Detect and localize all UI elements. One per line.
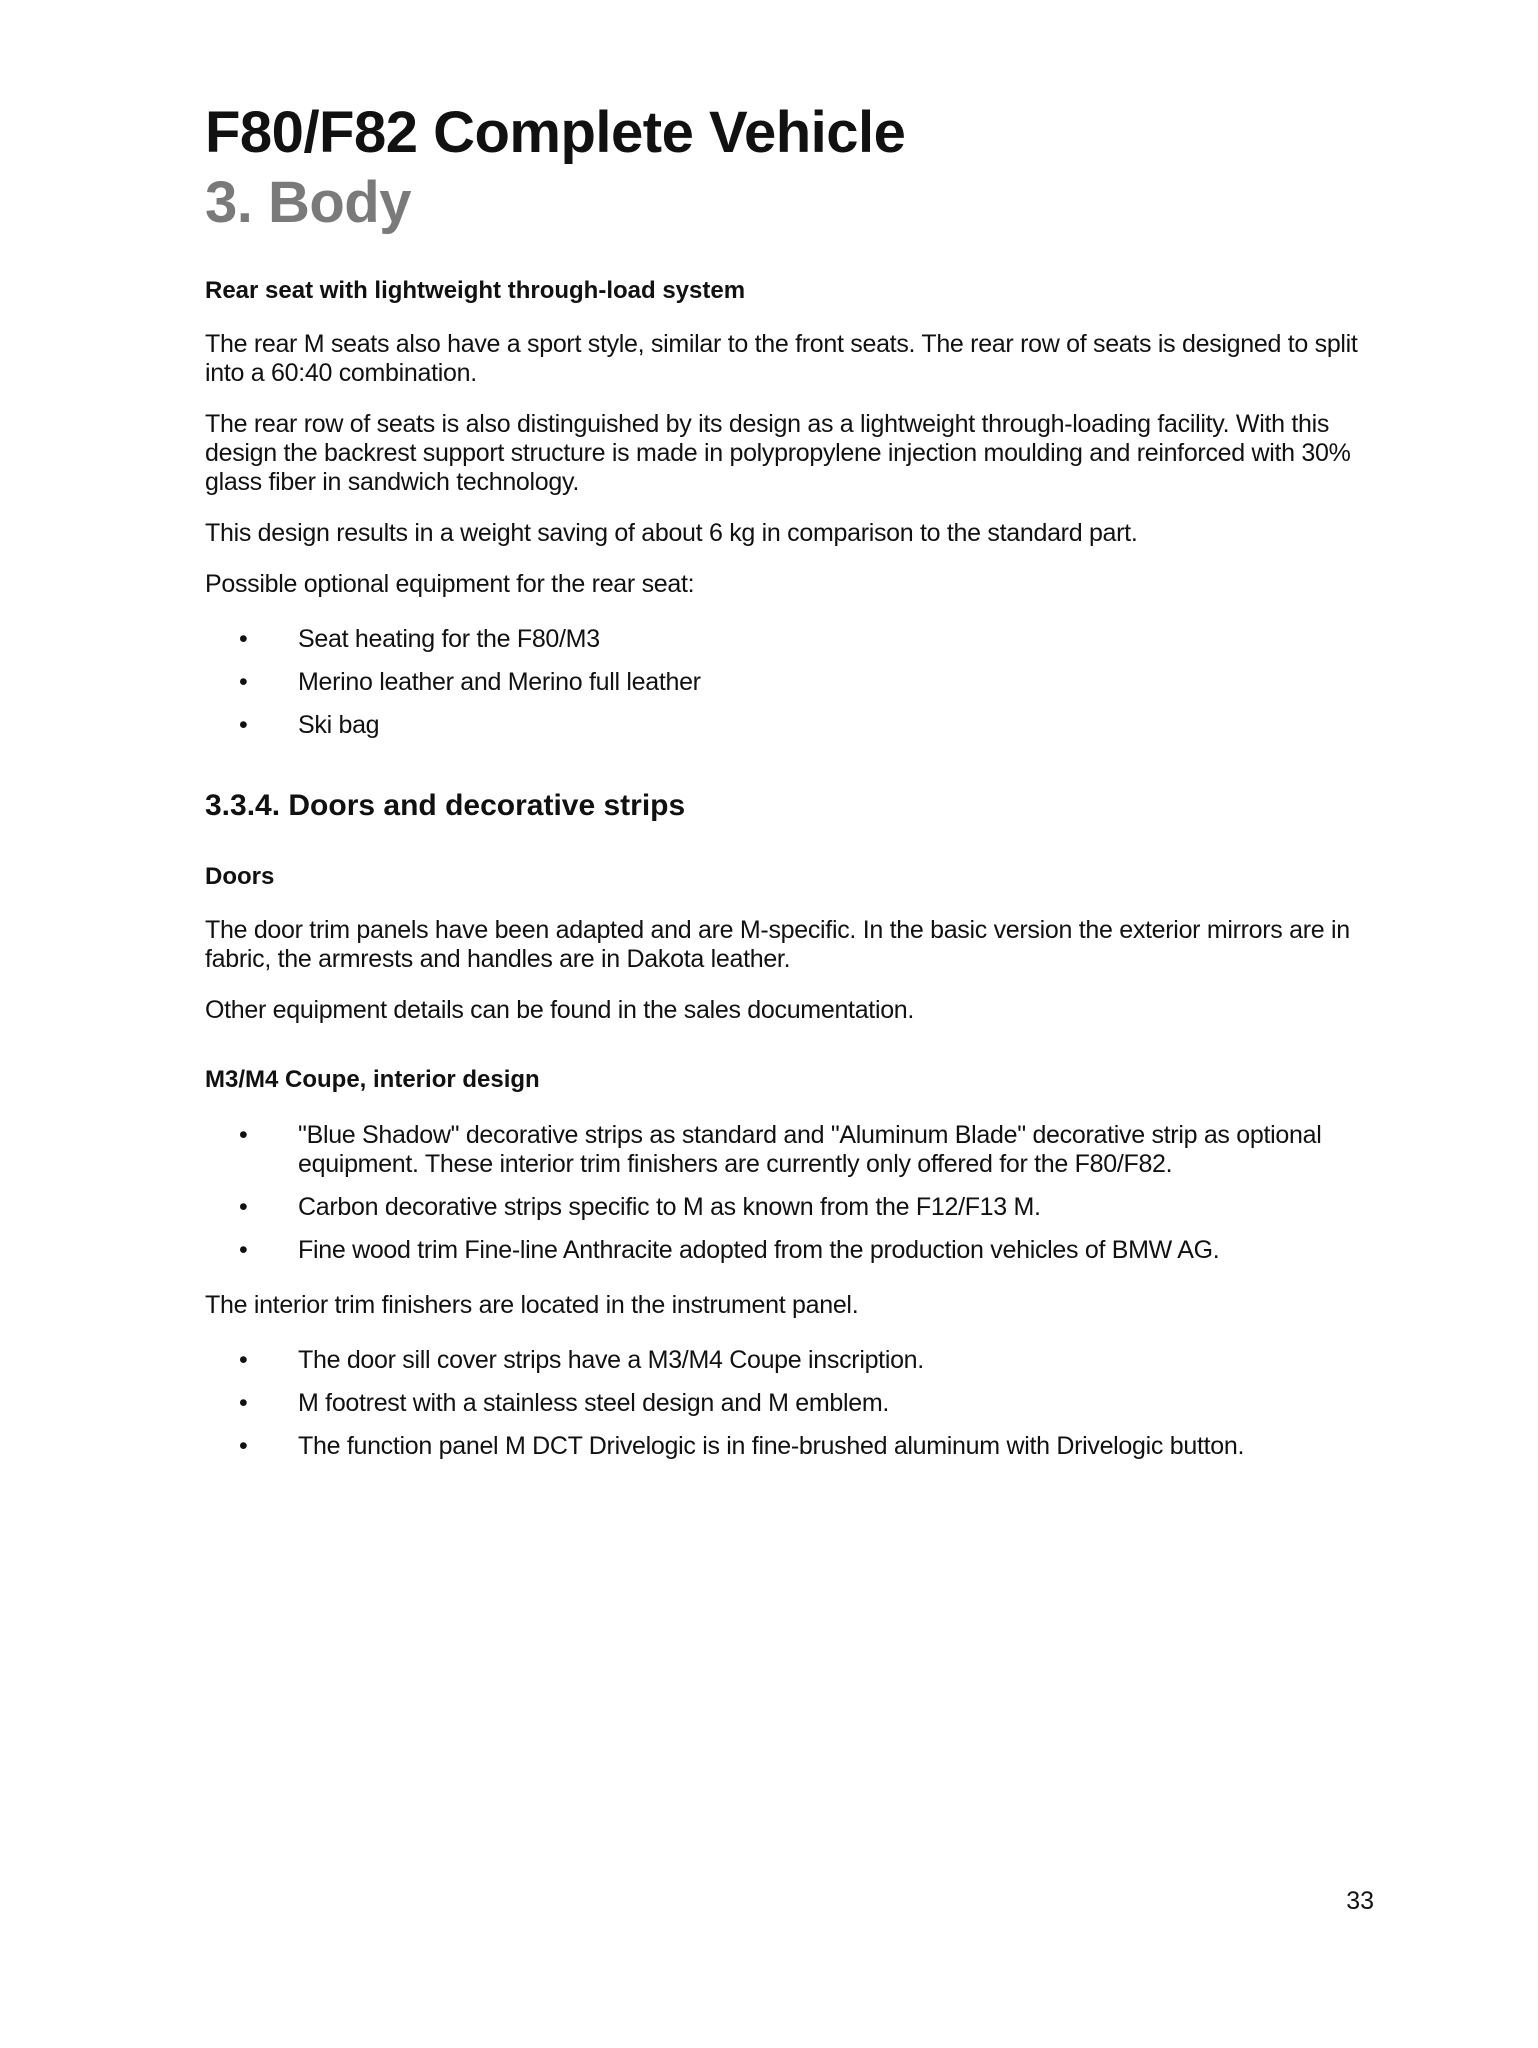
bullet-icon: • xyxy=(239,1432,248,1460)
list-item xyxy=(205,1121,1385,1179)
list-item-text: The door sill cover strips have a M3/M4 Coupe inscription. xyxy=(298,1346,924,1374)
list-item xyxy=(205,1236,1385,1265)
doors-paragraph-1: The door trim panels have been adapted and are M-specific. In the basic version the exterior mirrors are in fabric, the armrests and handles are in Dakota leather. xyxy=(205,916,1350,973)
chapter-title: 3. Body xyxy=(205,170,411,235)
list-item xyxy=(205,1193,1385,1222)
page-number: 33 xyxy=(1346,1887,1374,1915)
rear-seat-paragraph-3: This design results in a weight saving of about 6 kg in comparison to the standard part. xyxy=(205,519,1138,547)
bullet-icon: • xyxy=(239,1389,248,1417)
bullet-icon: • xyxy=(239,1236,248,1264)
bullet-icon: • xyxy=(239,711,248,739)
interior-design-list xyxy=(205,1121,1385,1265)
trim-paragraph: The interior trim finishers are located in the instrument panel. xyxy=(205,1291,859,1319)
list-item xyxy=(205,711,1385,740)
document-title: F80/F82 Complete Vehicle xyxy=(205,100,906,165)
rear-seat-paragraph-2: The rear row of seats is also distinguished by its design as a lightweight through-loading facility. With this design the backrest support structure is made in polypropylene injection moulding and reinforced with 30% glass fiber in sandwich technology. xyxy=(205,410,1351,496)
list-item xyxy=(205,668,1385,697)
rear-seat-paragraph-1: The rear M seats also have a sport style, similar to the front seats. The rear row of seats is designed to split into a 60:40 combination. xyxy=(205,330,1358,387)
bullet-icon: • xyxy=(239,1121,248,1149)
rear-seat-options-list xyxy=(205,625,1385,740)
list-item-text: Ski bag xyxy=(298,711,380,739)
bullet-icon: • xyxy=(239,1193,248,1221)
list-item-text: Fine wood trim Fine-line Anthracite adopted from the production vehicles of BMW AG. xyxy=(298,1236,1220,1264)
bullet-icon: • xyxy=(239,625,248,653)
list-item xyxy=(205,1346,1385,1375)
list-item-text: M footrest with a stainless steel design and M emblem. xyxy=(298,1389,890,1417)
bullet-icon: • xyxy=(239,1346,248,1374)
doors-paragraph-2: Other equipment details can be found in the sales documentation. xyxy=(205,996,915,1024)
trim-list xyxy=(205,1346,1385,1461)
list-item-text: "Blue Shadow" decorative strips as standard and "Aluminum Blade" decorative strip as optional equipment. These interior trim finishers are currently only offered for the F80/F82. xyxy=(298,1121,1322,1178)
bullet-icon: • xyxy=(239,668,248,696)
document-page xyxy=(205,100,1385,1475)
list-item-text: Seat heating for the F80/M3 xyxy=(298,625,600,653)
section-title-doors: 3.3.4. Doors and decorative strips xyxy=(205,789,686,822)
list-item xyxy=(205,1432,1385,1461)
doors-heading: Doors xyxy=(205,863,275,890)
list-item xyxy=(205,625,1385,654)
list-item-text: Carbon decorative strips specific to M as known from the F12/F13 M. xyxy=(298,1193,1041,1221)
interior-design-heading: M3/M4 Coupe, interior design xyxy=(205,1066,540,1093)
rear-seat-paragraph-4: Possible optional equipment for the rear seat: xyxy=(205,570,695,598)
list-item-text: Merino leather and Merino full leather xyxy=(298,668,701,696)
list-item-text: The function panel M DCT Drivelogic is in fine-brushed aluminum with Drivelogic button. xyxy=(298,1432,1245,1460)
list-item xyxy=(205,1389,1385,1418)
rear-seat-heading: Rear seat with lightweight through-load system xyxy=(205,277,746,304)
